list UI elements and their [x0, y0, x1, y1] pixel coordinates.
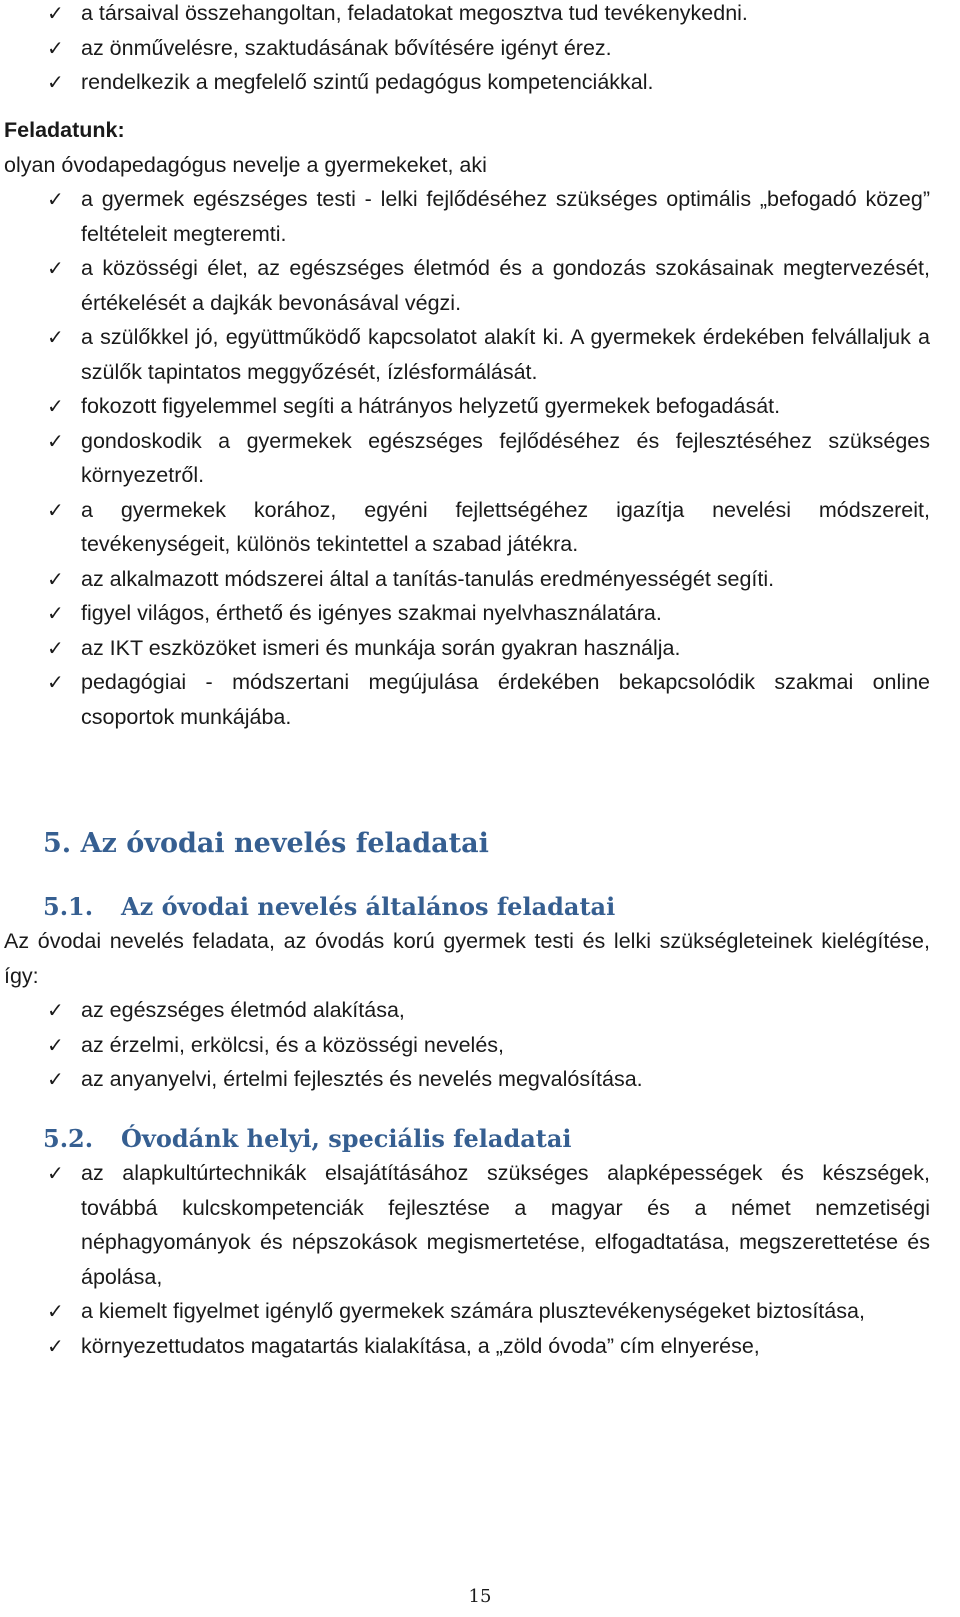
checkmark-icon: ✓ [47, 1161, 64, 1185]
list-item: ✓ a gyermek egészséges testi - lelki fejlődéséhez szükséges optimális „befogadó közeg” feltételeit megteremti. [0, 182, 960, 251]
list-item: ✓ gondoskodik a gyermekek egészséges fejlődéséhez és fejlesztéséhez szükséges környezetről. [0, 424, 960, 493]
list-item: ✓ az alapkultúrtechnikák elsajátításához szükséges alapképességek és készségek, továbbá kulcskompetenciák fejlesztése a magyar és a német nemzetiségi néphagyományok és népszokások megismertetése, elfogadtatása, megszerettetése és ápolása, [0, 1156, 960, 1294]
list-item: ✓ környezettudatos magatartás kialakítása, a „zöld óvoda” cím elnyerése, [0, 1329, 960, 1364]
section-5-2-heading [0, 1122, 960, 1156]
list-item: ✓ a gyermekek korához, egyéni fejlettségéhez igazítja nevelési módszereit, tevékenységeit, különös tekintettel a szabad játékra. [0, 493, 960, 562]
checkmark-icon: ✓ [47, 1, 64, 25]
section-5-1 [0, 890, 960, 1097]
list-item: ✓ fokozott figyelemmel segíti a hátrányos helyzetű gyermekek befogadását. [0, 389, 960, 424]
checkmark-icon: ✓ [47, 325, 64, 349]
section-5-2-title: Óvodánk helyi, speciális feladatai [121, 1124, 572, 1153]
list-item: ✓ az önművelésre, szaktudásának bővítésére igényt érez. [0, 31, 960, 66]
checkmark-icon: ✓ [47, 635, 64, 660]
list-item: ✓ az IKT eszközöket ismeri és munkája során gyakran használja. [0, 631, 960, 666]
list-item: ✓ az érzelmi, erkölcsi, és a közösségi nevelés, [0, 1028, 960, 1063]
checkmark-icon: ✓ [47, 256, 64, 280]
list-item: ✓ rendelkezik a megfelelő szintű pedagógus kompetenciákkal. [0, 65, 960, 100]
section-5-number: 5. [43, 828, 72, 859]
checkmark-icon: ✓ [47, 497, 64, 522]
list-item: ✓ a társaival összehangoltan, feladatokat megosztva tud tevékenykedni. [0, 0, 960, 31]
list-item: ✓ figyel világos, érthető és igényes szakmai nyelvhasználatára. [0, 596, 960, 631]
section-5-2-number: 5.2. [43, 1124, 94, 1153]
list-item: ✓ pedagógiai - módszertani megújulása érdekében bekapcsolódik szakmai online csoportok munkájába. [0, 665, 960, 734]
list-item: ✓ az anyanyelvi, értelmi fejlesztés és nevelés megvalósítása. [0, 1062, 960, 1097]
checkmark-icon: ✓ [47, 670, 64, 694]
section-5-1-heading [0, 890, 960, 924]
section-5-1-number: 5.1. [43, 892, 94, 921]
tasks-lead: olyan óvodapedagógus nevelje a gyermekeket, aki [4, 152, 487, 177]
list-item: ✓ a kiemelt figyelmet igénylő gyermekek számára plusztevékenységeket biztosítása, [0, 1294, 960, 1329]
list-item: ✓ a szülőkkel jó, együttműködő kapcsolatot alakít ki. A gyermekek érdekében felvállaljuk a szülők tapintatos meggyőzését, ízlésformálását. [0, 320, 960, 389]
section-5-heading [0, 826, 960, 862]
section-5-1-paragraph: Az óvodai nevelés feladata, az óvodás korú gyermek testi és lelki szükségleteinek kielégítése, így: [4, 929, 930, 988]
checkmark-icon: ✓ [47, 998, 64, 1022]
checkmark-icon: ✓ [47, 428, 64, 453]
tasks-block [0, 113, 960, 734]
checkmark-icon: ✓ [47, 1333, 64, 1358]
tasks-heading: Feladatunk: [4, 118, 125, 142]
checkmark-icon: ✓ [47, 187, 64, 211]
list-item: ✓ az alkalmazott módszerei által a tanítás-tanulás eredményességét segíti. [0, 562, 960, 597]
list-item: ✓ az egészséges életmód alakítása, [0, 993, 960, 1028]
section-5-1-title: Az óvodai nevelés általános feladatai [121, 892, 616, 921]
checkmark-icon: ✓ [47, 70, 64, 94]
section-5-2 [0, 1122, 960, 1363]
checkmark-icon: ✓ [47, 566, 64, 591]
page-number: 15 [468, 1586, 492, 1607]
section-5-title: Az óvodai nevelés feladatai [80, 828, 489, 859]
checkmark-icon: ✓ [47, 35, 64, 60]
intro-list [0, 0, 960, 100]
checkmark-icon: ✓ [47, 1299, 64, 1323]
checkmark-icon: ✓ [47, 601, 64, 625]
checkmark-icon: ✓ [47, 394, 64, 418]
list-item: ✓ a közösségi élet, az egészséges életmód és a gondozás szokásainak megtervezését, értékelését a dajkák bevonásával végzi. [0, 251, 960, 320]
checkmark-icon: ✓ [47, 1032, 64, 1057]
checkmark-icon: ✓ [47, 1067, 64, 1091]
